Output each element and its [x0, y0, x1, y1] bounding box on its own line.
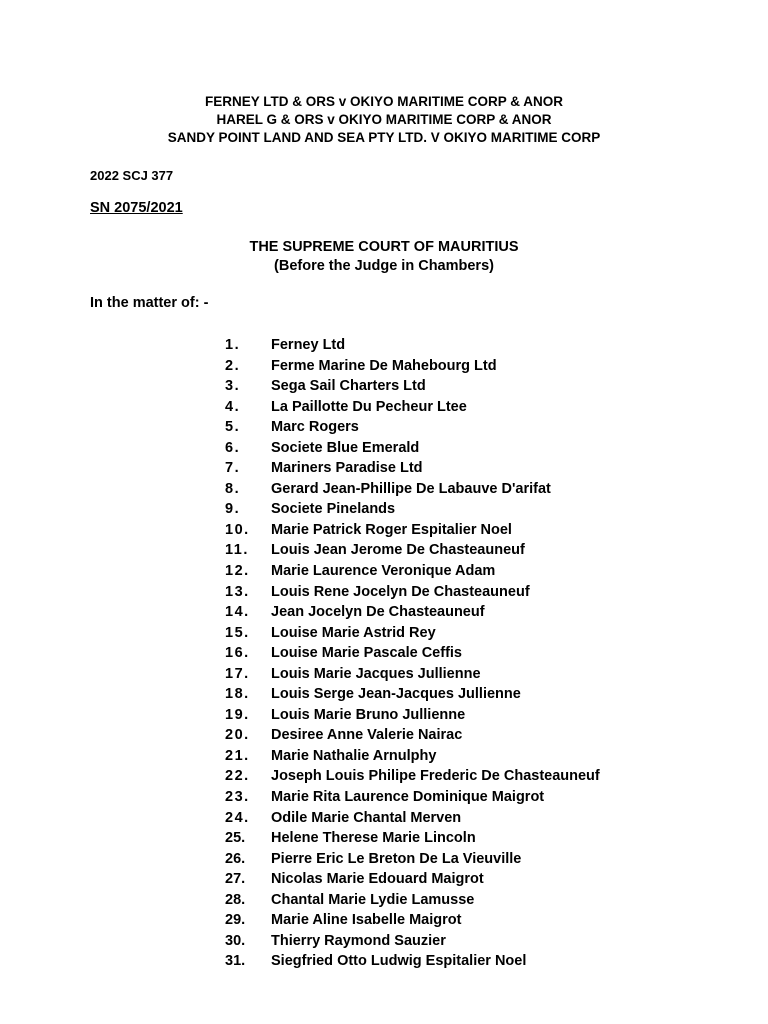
party-number: 5. — [225, 419, 241, 436]
party-item — [0, 623, 768, 644]
party-name: Marc Rogers — [271, 419, 359, 436]
party-item — [0, 910, 768, 931]
party-item — [0, 520, 768, 541]
party-name: Desiree Anne Valerie Nairac — [271, 727, 463, 744]
party-item — [0, 499, 768, 520]
suit-number: SN 2075/2021 — [90, 200, 183, 216]
party-name: Ferney Ltd — [271, 337, 346, 353]
party-name: Pierre Eric Le Breton De La Vieuville — [271, 850, 522, 867]
party-name: Thierry Raymond Sauzier — [271, 932, 446, 949]
party-item — [0, 787, 768, 808]
party-item — [0, 356, 768, 377]
party-item — [0, 951, 768, 972]
party-item — [0, 540, 768, 561]
party-name: Marie Patrick Roger Espitalier Noel — [271, 521, 512, 538]
party-item — [0, 397, 768, 418]
party-name: Jean Jocelyn De Chasteauneuf — [271, 604, 485, 621]
party-number: 16. — [225, 645, 250, 662]
party-item — [0, 890, 768, 911]
party-item — [0, 808, 768, 829]
party-number: 10. — [225, 521, 250, 538]
party-item — [0, 479, 768, 500]
party-name: Marie Laurence Veronique Adam — [271, 563, 496, 580]
party-item — [0, 869, 768, 890]
party-item — [0, 561, 768, 582]
citation: 2022 SCJ 377 — [90, 168, 174, 183]
party-item — [0, 602, 768, 623]
party-number: 29. — [225, 912, 246, 929]
party-number: 30. — [225, 932, 246, 949]
party-name: Societe Pinelands — [271, 501, 396, 518]
case-titles — [0, 93, 768, 147]
party-item — [0, 664, 768, 685]
party-name: Marie Rita Laurence Dominique Maigrot — [271, 789, 545, 806]
party-item — [0, 705, 768, 726]
party-item — [0, 849, 768, 870]
party-item — [0, 828, 768, 849]
party-name: Louis Marie Jacques Jullienne — [271, 665, 481, 682]
party-number: 7. — [225, 460, 241, 477]
party-number: 17. — [225, 665, 250, 682]
case-title-1: FERNEY LTD & ORS v OKIYO MARITIME CORP & ANOR — [204, 94, 564, 109]
party-number: 23. — [225, 789, 250, 806]
court-name: THE SUPREME COURT OF MAURITIUS — [249, 239, 519, 255]
matter-heading: In the matter of: - — [90, 295, 209, 311]
case-title-3: SANDY POINT LAND AND SEA PTY LTD. V OKIYO MARITIME CORP — [167, 130, 601, 145]
court-heading — [0, 238, 768, 276]
party-item — [0, 684, 768, 705]
party-number: 6. — [225, 439, 241, 456]
parties-list — [0, 335, 768, 972]
party-number: 15. — [225, 624, 250, 641]
party-name: Mariners Paradise Ltd — [271, 460, 423, 477]
party-item — [0, 931, 768, 952]
party-item — [0, 438, 768, 459]
party-name: Marie Aline Isabelle Maigrot — [271, 912, 462, 929]
party-number: 28. — [225, 891, 246, 908]
party-number: 3. — [225, 378, 241, 395]
party-name: Odile Marie Chantal Merven — [271, 809, 462, 826]
party-name: Chantal Marie Lydie Lamusse — [271, 891, 475, 908]
party-name: Louise Marie Astrid Rey — [271, 624, 436, 641]
party-name: Nicolas Marie Edouard Maigrot — [271, 871, 484, 888]
party-name: Joseph Louis Philipe Frederic De Chasteauneuf — [271, 768, 600, 785]
party-number: 22. — [225, 768, 250, 785]
party-name: La Paillotte Du Pecheur Ltee — [271, 398, 467, 415]
party-number: 4. — [225, 398, 241, 415]
party-name: Louis Serge Jean-Jacques Jullienne — [271, 686, 521, 703]
case-title-2: HAREL G & ORS v OKIYO MARITIME CORP & ANOR — [216, 112, 552, 127]
party-item — [0, 766, 768, 787]
party-number: 19. — [225, 706, 250, 723]
party-name: Louis Rene Jocelyn De Chasteauneuf — [271, 583, 530, 600]
party-name: Siegfried Otto Ludwig Espitalier Noel — [271, 953, 527, 970]
party-item — [0, 335, 768, 356]
party-number: 8. — [225, 480, 241, 497]
party-number: 27. — [225, 871, 246, 888]
party-number: 13. — [225, 583, 250, 600]
party-name: Sega Sail Charters Ltd — [271, 378, 426, 395]
court-subtitle: (Before the Judge in Chambers) — [274, 258, 494, 274]
party-name: Louis Jean Jerome De Chasteauneuf — [271, 542, 525, 559]
party-item — [0, 376, 768, 397]
party-number: 18. — [225, 686, 250, 703]
party-number: 14. — [225, 604, 250, 621]
party-name: Marie Nathalie Arnulphy — [271, 747, 437, 764]
party-number: 25. — [225, 830, 246, 847]
party-number: 21. — [225, 747, 250, 764]
party-name: Helene Therese Marie Lincoln — [271, 830, 476, 847]
party-item — [0, 417, 768, 438]
party-number: 31. — [225, 953, 246, 970]
party-name: Ferme Marine De Mahebourg Ltd — [271, 357, 497, 374]
party-name: Louis Marie Bruno Jullienne — [271, 706, 466, 723]
party-number: 11. — [225, 542, 249, 559]
party-number: 1. — [225, 337, 241, 353]
party-item — [0, 643, 768, 664]
party-item — [0, 725, 768, 746]
party-number: 24. — [225, 809, 250, 826]
party-item — [0, 746, 768, 767]
party-name: Gerard Jean-Phillipe De Labauve D'arifat — [271, 480, 551, 497]
party-number: 26. — [225, 850, 246, 867]
party-number: 20. — [225, 727, 250, 744]
party-item — [0, 582, 768, 603]
party-number: 2. — [225, 357, 241, 374]
party-item — [0, 458, 768, 479]
party-number: 12. — [225, 563, 250, 580]
party-number: 9. — [225, 501, 241, 518]
party-name: Societe Blue Emerald — [271, 439, 420, 456]
party-name: Louise Marie Pascale Ceffis — [271, 645, 462, 662]
